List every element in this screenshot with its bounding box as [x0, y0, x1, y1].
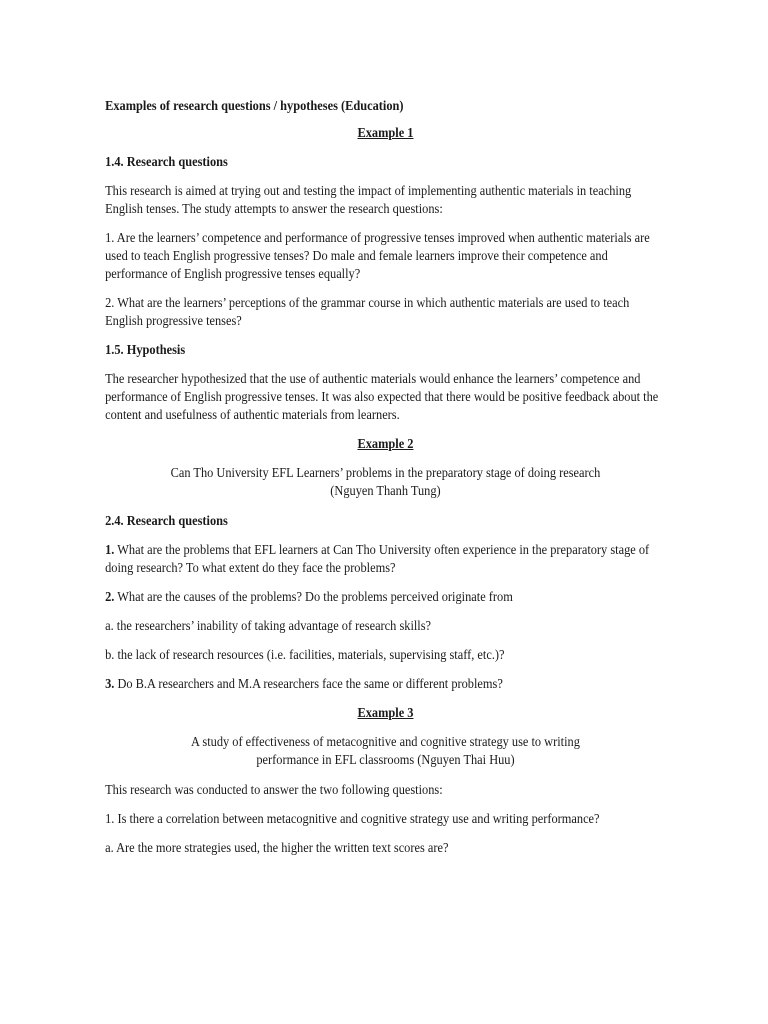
example-3-question-1: 1. Is there a correlation between metacognitive and cognitive strategy use and writing performance?: [105, 811, 600, 826]
example-3-intro: This research was conducted to answer the two following questions:: [105, 782, 443, 797]
example-2-question-1: [105, 541, 666, 577]
question-text: Do B.A researchers and M.A researchers face the same or different problems?: [114, 676, 503, 691]
question-number: 1.: [105, 542, 115, 557]
example-2-question-2a: a. the researchers’ inability of taking advantage of research skills?: [105, 618, 432, 633]
example-3-heading: Example 3: [357, 705, 414, 720]
research-questions-heading-1-4: 1.4. Research questions: [105, 154, 228, 169]
example-1-question-1: 1. Are the learners’ competence and performance of progressive tenses improved when authentic materials are used to teach English progressive tenses? Do male and female learners improve their competence and performance of English progressive tenses equally?: [105, 230, 650, 281]
example-3-study-title-line-1: A study of effectiveness of metacognitive and cognitive strategy use to writing: [191, 734, 580, 749]
question-text: What are the causes of the problems? Do the problems perceived originate from: [114, 589, 513, 604]
example-3-study-title: [105, 733, 666, 769]
example-1-intro: This research is aimed at trying out and testing the impact of implementing authentic materials in teaching English tenses. The study attempts to answer the research questions:: [105, 183, 632, 216]
example-3-study-title-line-2: performance in EFL classrooms (Nguyen Thai Huu): [256, 752, 515, 767]
question-number: 2.: [105, 589, 115, 604]
example-2-study-title-text: Can Tho University EFL Learners’ problems in the preparatory stage of doing research: [170, 465, 601, 480]
example-2-study-title: [105, 464, 666, 500]
question-text: What are the problems that EFL learners at Can Tho University often experience in the preparatory stage of doing research? To what extent do they face the problems?: [105, 542, 650, 575]
question-number: 3.: [105, 676, 115, 691]
example-2-question-2b: b. the lack of research resources (i.e. facilities, materials, supervising staff, etc.)?: [105, 647, 505, 662]
example-2-question-3: [105, 675, 666, 693]
example-1-hypothesis: The researcher hypothesized that the use of authentic materials would enhance the learners’ competence and performance of English progressive tenses. It was also expected that there would be positive feedback about the content and usefulness of authentic materials from learners.: [105, 371, 659, 422]
example-1-question-2: 2. What are the learners’ perceptions of the grammar course in which authentic materials are used to teach English progressive tenses?: [105, 295, 630, 328]
example-2-heading: Example 2: [357, 436, 414, 451]
document-title: Examples of research questions / hypotheses (Education): [105, 98, 404, 113]
example-2-author: (Nguyen Thanh Tung): [330, 483, 441, 498]
hypothesis-heading-1-5: 1.5. Hypothesis: [105, 342, 186, 357]
research-questions-heading-2-4: 2.4. Research questions: [105, 513, 228, 528]
example-3-question-1a: a. Are the more strategies used, the higher the written text scores are?: [105, 840, 449, 855]
example-2-question-2: [105, 588, 666, 606]
example-1-heading: Example 1: [357, 125, 414, 140]
